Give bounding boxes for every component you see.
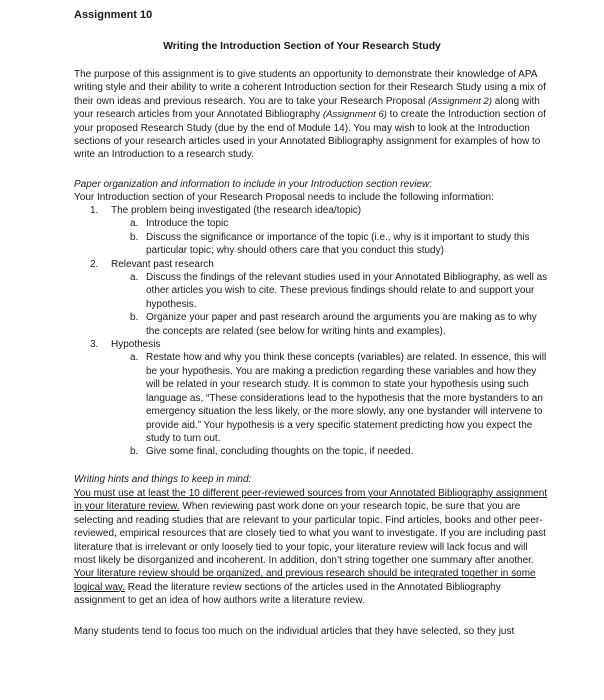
requirements-list: [74, 204, 548, 459]
organization-lead: Your Introduction section of your Research Proposal needs to include the following information:: [74, 192, 494, 203]
intro-ref-assignment-2: (Assignment 2): [428, 95, 492, 107]
intro-ref-assignment-6: (Assignment 6): [323, 109, 387, 121]
intro-text-3: to create the Introduction section of your proposed Research Study (due by the end of Module 14). You may wish to look at the Introduction sections of your research articles used in your Annotated Bibliography assignment for examples of how to write an Introduction to a research study.: [74, 109, 546, 161]
sub-item: a. Introduce the topic: [130, 218, 229, 230]
sub-item: b. Organize your paper and past research around the arguments you are making as to why the concepts are related (see below for writing hints and examples).: [130, 312, 537, 337]
writing-hints-heading: Writing hints and things to keep in mind:: [74, 474, 252, 485]
list-item: 1. The problem being investigated (the research idea/topic): [90, 205, 362, 216]
list-item: 2. Relevant past research: [90, 258, 214, 270]
list-item: 3. Hypothesis: [90, 339, 161, 351]
underlined-requirement: You must use at least the 10 different peer-reviewed sources from your Annotated Bibliography assignment in your literature review.: [74, 488, 548, 513]
underlined-organization-note: Your literature review should be organized, and previous research should be integrated together in some logical way.: [74, 568, 536, 593]
sub-item: a. Discuss the findings of the relevant studies used in your Annotated Bibliography, as well as other articles you wish to cite. These previous findings should relate to and support your hypothesis.: [130, 272, 548, 310]
sub-item: b. Give some final, concluding thoughts on the topic, if needed.: [130, 446, 414, 458]
document-title: Writing the Introduction Section of Your Research Study: [163, 41, 441, 52]
intro-text-1: The purpose of this assignment is to give students an opportunity to demonstrate their knowledge of APA writing style and their ability to write a coherent Introduction section for their Research Study using a mix of their own ideas and previous research. You are to take your Research Proposal: [74, 69, 546, 107]
intro-text-2: along with your research articles from your Annotated Bibliography: [74, 95, 540, 121]
sub-item: b. Discuss the significance or importance of the topic (i.e., why is it important to study this particular topic; why should others care that you conduct this study): [130, 231, 530, 257]
organization-heading: Paper organization and information to include in your Introduction section review:: [74, 179, 432, 190]
intro-paragraph: [74, 68, 548, 162]
writing-hints-paragraph: You must use at least the 10 different peer-reviewed sources from your Annotated Bibliography assignment in your literature review. When reviewing past work done on your research topic, be sure that you are selecting and reading studies that are relevant to your particular topic. Find articles, books and other peer-reviewed, empirical resources that are closely tied to what you want to investigate. If you are including past literature that is irrelevant or only loosely tied to your topic, your literature review will lack focus and will most likely be disorganized and incoherent. In addition, don’t string together one summary after another. Your literature review should be organized, and previous research should be integrated together in some logical way. Read the literature review sections of the articles used in the Annotated Bibliography assignment to get an idea of how authors write a literature review.: [74, 488, 548, 607]
closing-paragraph: Many students tend to focus too much on the individual articles that they have selected, so they just: [74, 626, 515, 637]
assignment-label: Assignment 10: [74, 9, 153, 21]
sub-item: a. Restate how and why you think these concepts (variables) are related. In essence, this will be your hypothesis. You are making a prediction regarding these variables and how they will be related in your research study. It is common to state your hypothesis using such language as, “These considerations lead to the hypothesis that the more bystanders to an emergency situation the less likely, or the more slowly, any one bystander will intervene to provide aid.” Your hypothesis is a very specific statement predicting how you expect the study to turn out.: [130, 352, 547, 444]
